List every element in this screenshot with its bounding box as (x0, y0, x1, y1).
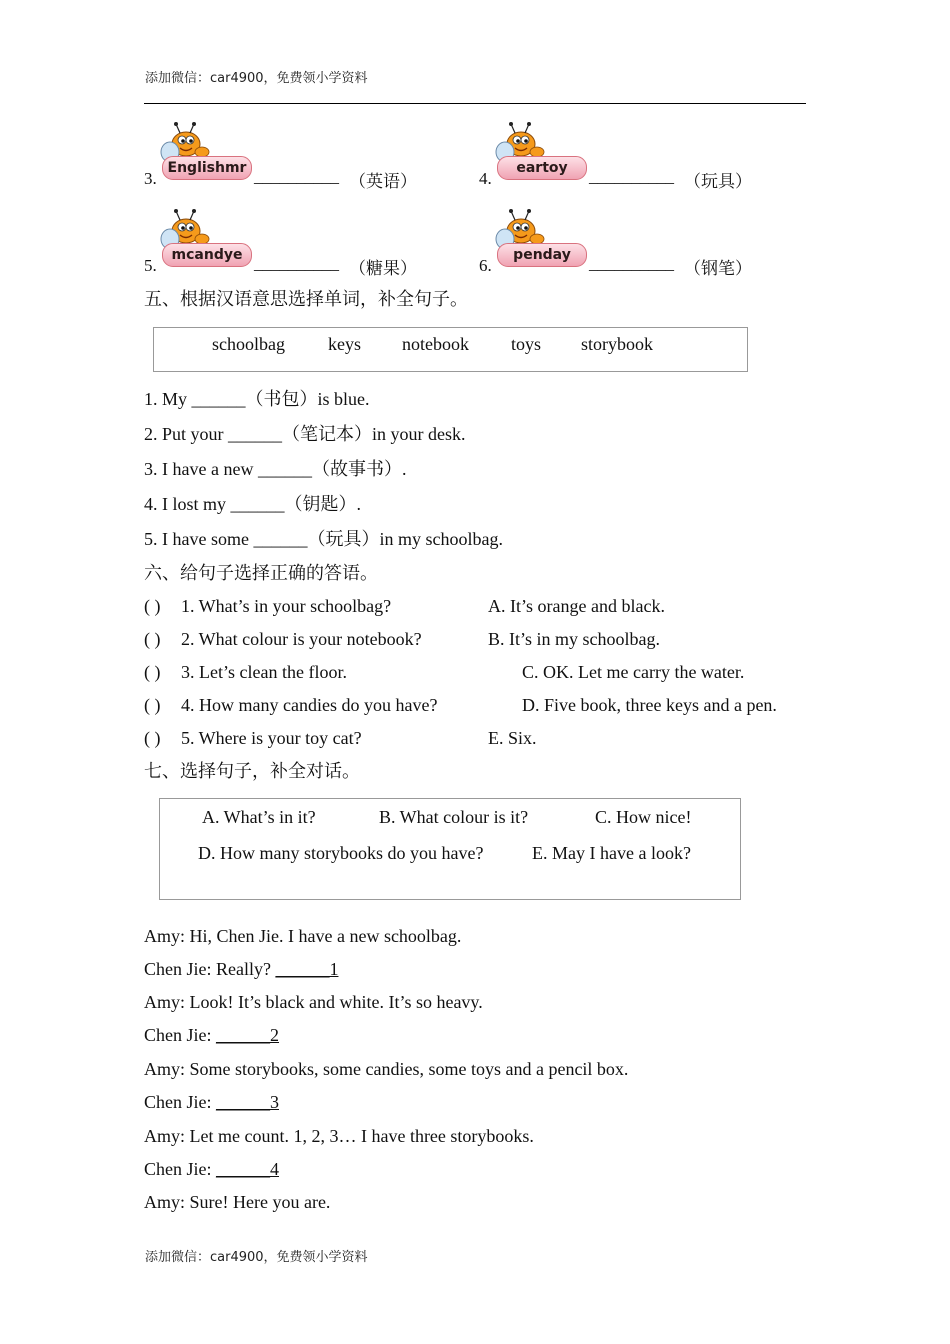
answer-option: D. Five book, three keys and a pen. (522, 695, 777, 715)
answer-paren[interactable]: ( ) (144, 695, 161, 715)
fill-sentence: 5. I have some ______（玩具）in my schoolbag. (144, 529, 503, 549)
answer-blank[interactable]: __________ (589, 254, 674, 273)
sentence-blank[interactable]: ______ (228, 424, 283, 444)
dialogue-line: Chen Jie: ______4 (144, 1159, 279, 1179)
question-text: 2. What colour is your notebook? (181, 629, 422, 649)
item-number: 4. (479, 169, 492, 188)
bee-word-item (144, 205, 444, 277)
fill-sentence: 3. I have a new ______（故事书）. (144, 459, 407, 479)
bee-word-card (491, 122, 591, 188)
bee-word-item (479, 205, 779, 277)
sentence-blank[interactable]: ______ (257, 459, 312, 479)
answer-option: A. It’s orange and black. (488, 596, 665, 616)
bee-word-item (144, 118, 444, 190)
dialogue-option: B. What colour is it? (379, 807, 529, 827)
dialogue-blank[interactable]: ______1 (275, 959, 339, 979)
scrambled-word: Englishmr (162, 156, 252, 180)
dialogue-blank[interactable]: ______4 (216, 1159, 279, 1179)
section5-title: 五、根据汉语意思选择单词，补全句子。 (144, 289, 468, 309)
item-number: 3. (144, 169, 157, 188)
item-number: 6. (479, 256, 492, 275)
dialogue-line: Amy: Look! It’s black and white. It’s so heavy. (144, 992, 483, 1012)
word-bank-item: notebook (402, 334, 469, 354)
header-rule (144, 103, 806, 104)
item-number: 5. (144, 256, 157, 275)
bee-word-item (479, 118, 779, 190)
dialogue-line: Amy: Hi, Chen Jie. I have a new schoolbag. (144, 926, 462, 946)
answer-paren[interactable]: ( ) (144, 728, 161, 748)
answer-paren[interactable]: ( ) (144, 629, 161, 649)
dialogue-line: Amy: Sure! Here you are. (144, 1192, 331, 1212)
page-footer-watermark: 添加微信：car4900，免费领小学资料 (145, 1250, 368, 1265)
chinese-meaning: （玩具） (684, 172, 752, 191)
section7-title: 七、选择句子，补全对话。 (144, 761, 360, 781)
bee-word-card (156, 122, 256, 188)
bee-word-card (156, 209, 256, 275)
dialogue-line: Chen Jie: ______3 (144, 1092, 279, 1112)
question-text: 5. Where is your toy cat? (181, 728, 362, 748)
section6-title: 六、给句子选择正确的答语。 (144, 563, 378, 583)
fill-sentence: 2. Put your ______（笔记本）in your desk. (144, 424, 466, 444)
dialogue-line: Chen Jie: ______2 (144, 1025, 279, 1045)
page-header-watermark: 添加微信：car4900，免费领小学资料 (145, 71, 368, 86)
dialogue-line: Amy: Let me count. 1, 2, 3… I have three storybooks. (144, 1126, 534, 1146)
dialogue-option: C. How nice! (595, 807, 692, 827)
bee-word-card (491, 209, 591, 275)
answer-option: B. It’s in my schoolbag. (488, 629, 660, 649)
answer-option: E. Six. (488, 728, 537, 748)
fill-sentence: 1. My ______（书包）is blue. (144, 389, 370, 409)
chinese-meaning: （钢笔） (684, 259, 752, 278)
answer-paren[interactable]: ( ) (144, 596, 161, 616)
answer-blank[interactable]: __________ (254, 254, 339, 273)
dialogue-line: Amy: Some storybooks, some candies, some toys and a pencil box. (144, 1059, 629, 1079)
scrambled-word: penday (497, 243, 587, 267)
dialogue-blank[interactable]: ______3 (216, 1092, 279, 1112)
word-bank-item: toys (511, 334, 542, 354)
word-bank-item: keys (328, 334, 361, 354)
dialogue-option: A. What’s in it? (202, 807, 316, 827)
sentence-blank[interactable]: ______ (230, 494, 285, 514)
answer-blank[interactable]: __________ (254, 167, 339, 186)
word-bank-item: schoolbag (212, 334, 285, 354)
scrambled-word: mcandye (162, 243, 252, 267)
word-bank-item: storybook (581, 334, 653, 354)
sentence-blank[interactable]: ______ (253, 529, 308, 549)
question-text: 4. How many candies do you have? (181, 695, 438, 715)
dialogue-blank[interactable]: ______2 (216, 1025, 279, 1045)
dialogue-option: E. May I have a look? (532, 843, 691, 863)
scrambled-word: eartoy (497, 156, 587, 180)
dialogue-line: Chen Jie: Really? ______1 (144, 959, 339, 979)
fill-sentence: 4. I lost my ______（钥匙）. (144, 494, 362, 514)
sentence-blank[interactable]: ______ (191, 389, 246, 409)
answer-option: C. OK. Let me carry the water. (522, 662, 745, 682)
dialogue-option: D. How many storybooks do you have? (198, 843, 484, 863)
chinese-meaning: （糖果） (349, 259, 417, 278)
question-text: 3. Let’s clean the floor. (181, 662, 347, 682)
answer-blank[interactable]: __________ (589, 167, 674, 186)
answer-paren[interactable]: ( ) (144, 662, 161, 682)
question-text: 1. What’s in your schoolbag? (181, 596, 392, 616)
chinese-meaning: （英语） (349, 172, 417, 191)
